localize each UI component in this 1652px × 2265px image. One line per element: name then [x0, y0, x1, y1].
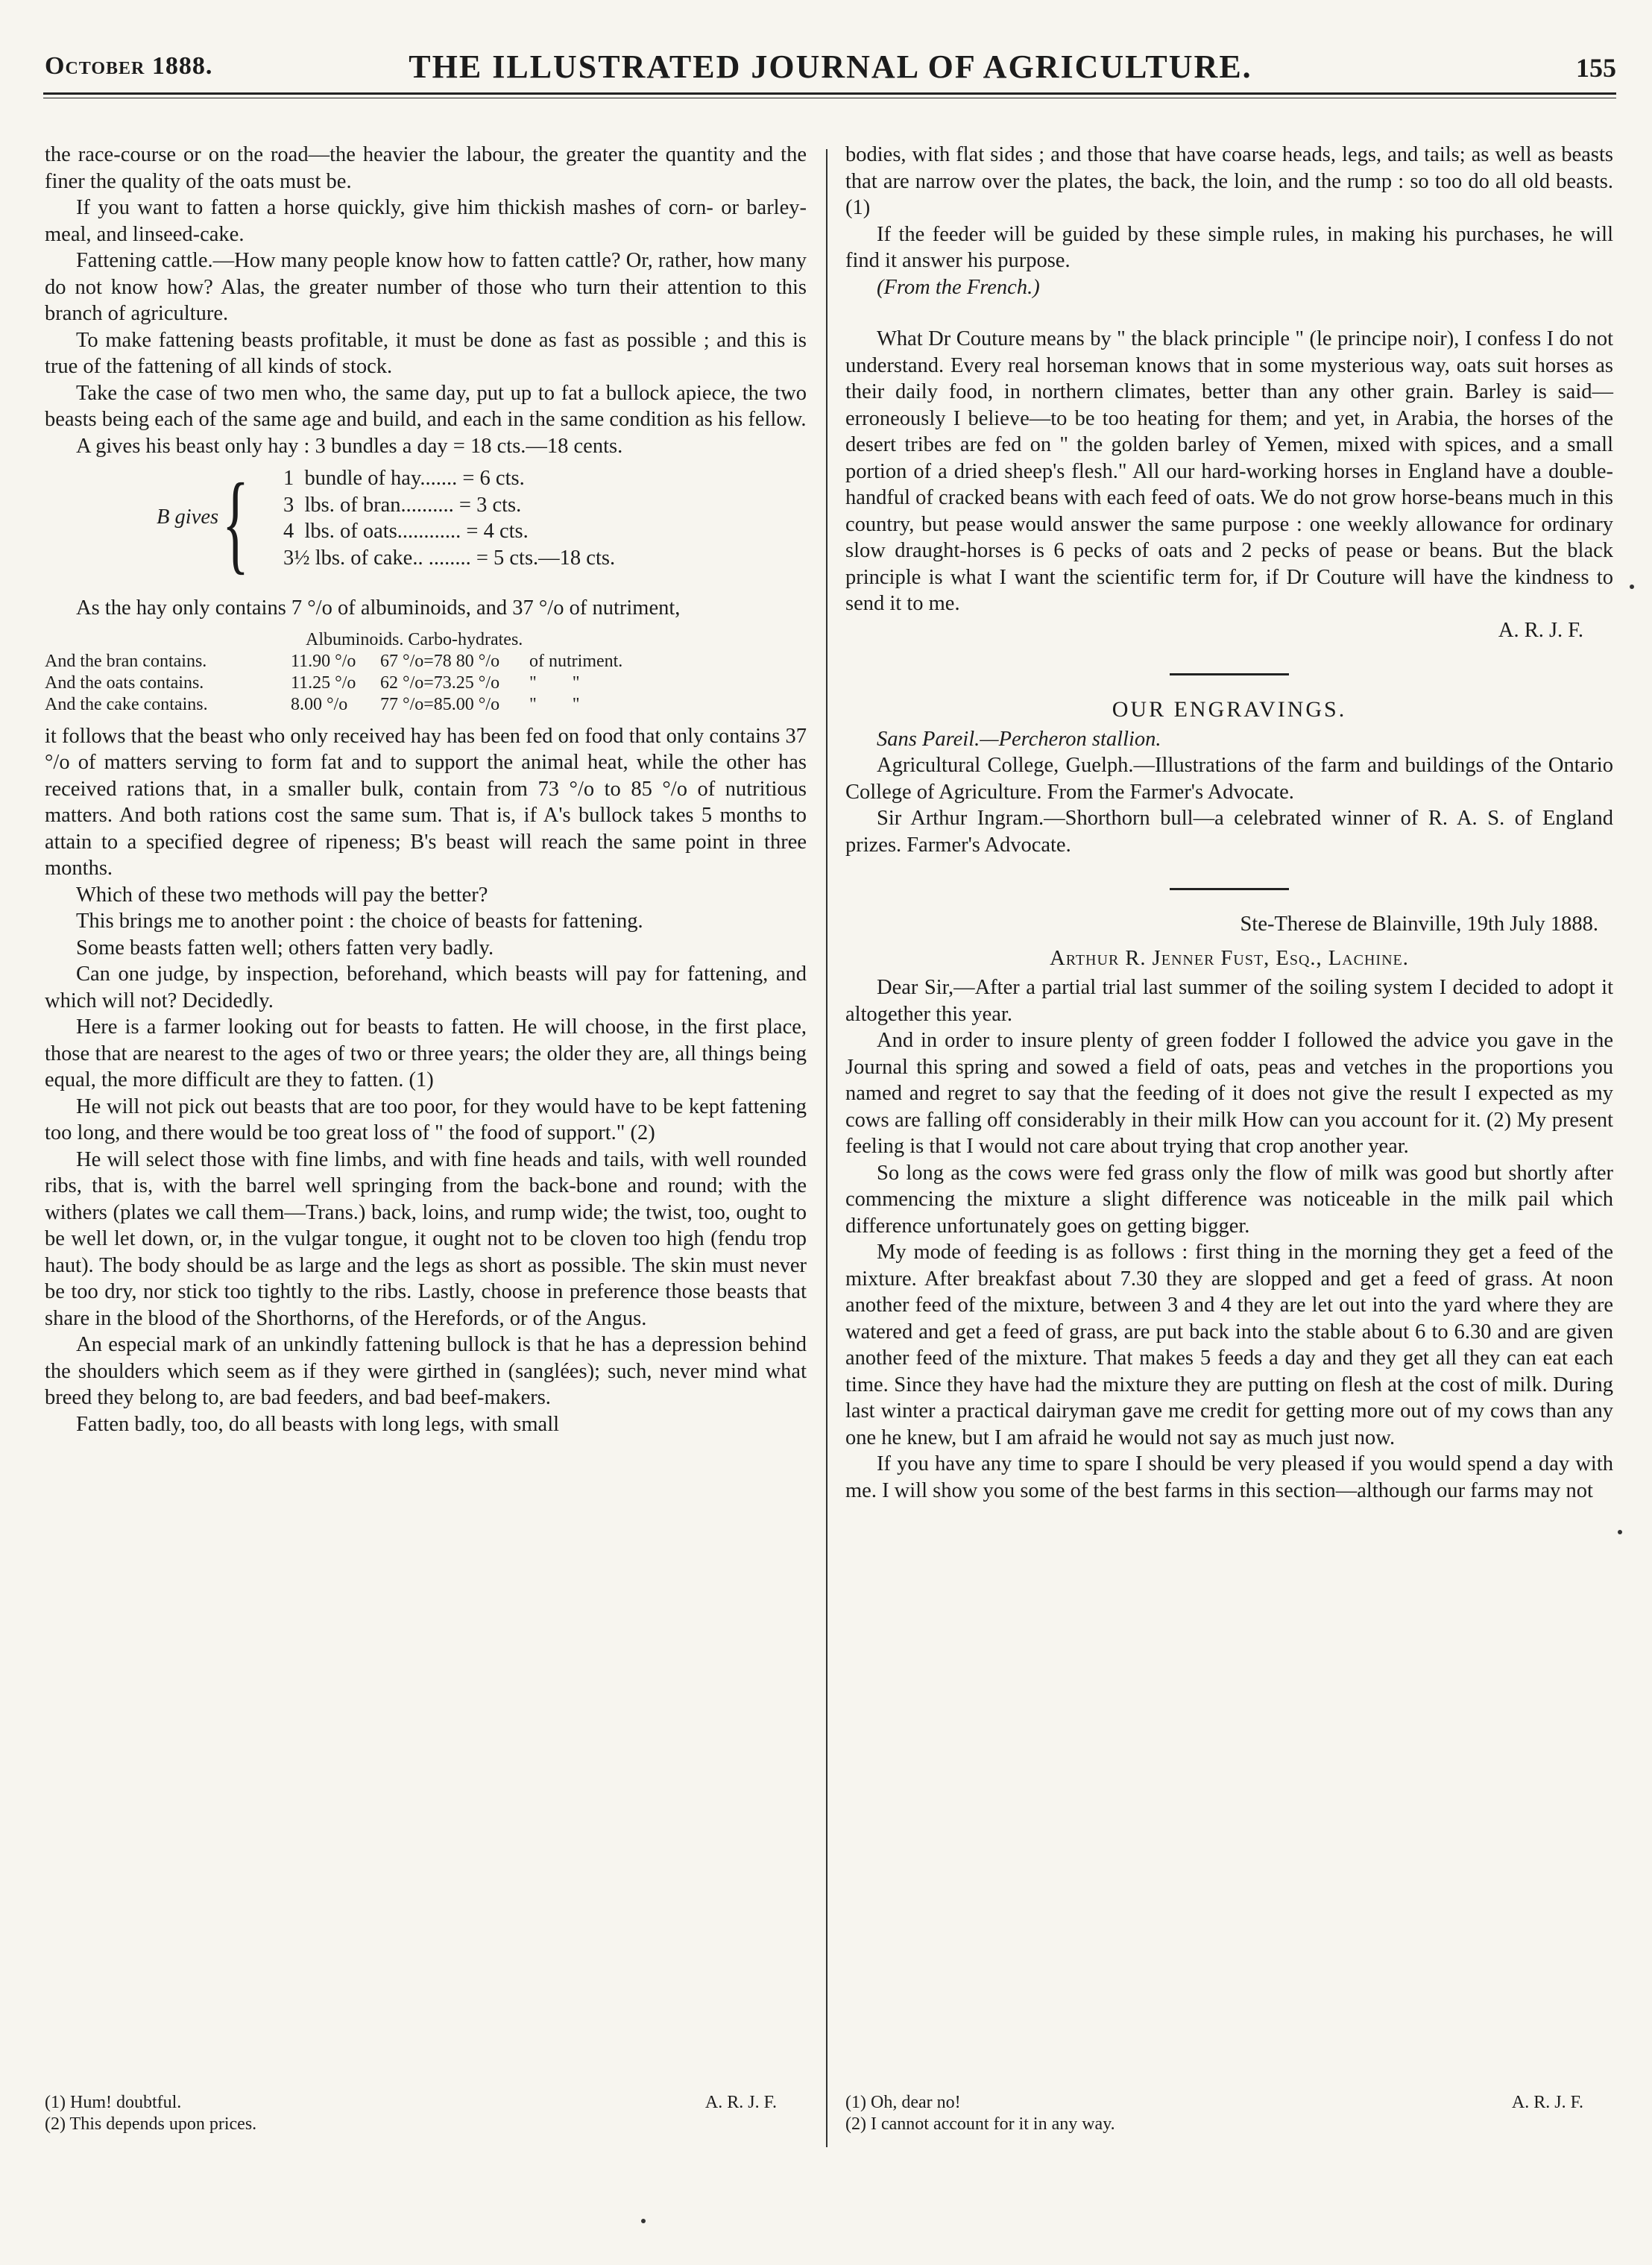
engraving-item: Agricultural College, Guelph.—Illustrations of the farm and buildings of the Ontario College of Agriculture. From the Farmer's Advocate.: [845, 754, 1613, 804]
footnote-text: (1) Hum! doubtful.: [45, 2093, 182, 2112]
print-speck: [1630, 585, 1634, 589]
engraving-item: Sir Arthur Ingram.—Shorthorn bull—a celebrated winner of R. A. S. of England prizes. Farmer's Advocate.: [845, 807, 1613, 857]
table-cell: And the cake contains.: [45, 694, 208, 714]
paragraph: bodies, with flat sides ; and those that have coarse heads, legs, and tails; as well as beasts that are narrow over the plates, the back, the loin, and the rump : so too do all old beasts. (1): [845, 143, 1613, 219]
header-title: THE ILLUSTRATED JOURNAL OF AGRICULTURE.: [409, 48, 1252, 85]
feed-line: 3 lbs. of bran.......... = 3 cts.: [283, 493, 522, 517]
signature-line: [845, 617, 1613, 644]
paragraph: An especial mark of an unkindly fattening bullock is that he has a depression behind the shoulders which seem as if they were girthed in (sanglées); such, never mind what breed they belong to, are bad feeders, and bad beef-makers.: [45, 1333, 807, 1409]
paragraph: If the feeder will be guided by these simple rules, in making his purchases, he will find it answer his purpose.: [845, 222, 1613, 272]
header-rule: [43, 92, 1616, 95]
paragraph: it follows that the beast who only received hay has been fed on food that only contains 37 °/o of matters serving to form fat and to support the animal heat, while the other has received rations that, in a smaller bulk, contain from 73 °/o to 85 °/o of nutritious matters. And both rations cost the same sum. That is, if A's bullock takes 5 months to attain to a specified degree of ripeness; B's beast will reach the same point in three months.: [45, 724, 807, 880]
header-date: October 1888.: [45, 52, 213, 80]
footnote: (2) I cannot account for it in any way.: [845, 2114, 1115, 2134]
feed-ration-list: [45, 462, 807, 589]
paragraph: To make fattening beasts profitable, it must be done as fast as possible ; and this is true of the fattening of all kinds of stock.: [45, 328, 807, 378]
right-column: [845, 142, 1613, 1504]
signature: A. R. J. F.: [1498, 618, 1583, 642]
spacer: [845, 300, 1613, 326]
brace-glyph: {: [222, 461, 249, 585]
table-cell: 11.25 °/o: [291, 672, 356, 693]
right-footnotes: [845, 2092, 1613, 2135]
table-header: Albuminoids. Carbo-hydrates.: [306, 629, 523, 649]
table-cell: And the oats contains.: [45, 672, 204, 693]
paragraph: This brings me to another point : the choice of beasts for fattening.: [76, 910, 643, 933]
paragraph: the race-course or on the road—the heavier the labour, the greater the quantity and the finer the quality of the oats must be.: [45, 143, 807, 193]
paragraph: He will not pick out beasts that are too poor, for they would have to be kept fattening too long, and there would be too great loss of " the food of support." (2): [45, 1094, 807, 1144]
table-cell: " ": [529, 672, 580, 693]
table-cell: of nutriment.: [529, 651, 623, 671]
paragraph: Here is a farmer looking out for beasts to fatten. He will choose, in the first place, those that are nearest to the ages of two or three years; the older they are, all things being equal, the more difficult are they to fatten. (1): [45, 1015, 807, 1091]
paragraph: If you want to fatten a horse quickly, give him thickish mashes of corn- or barley-meal, and linseed-cake.: [45, 196, 807, 246]
table-cell: 11.90 °/o: [291, 651, 356, 671]
table-cell: 67 °/o=78 80 °/o: [380, 651, 500, 671]
paragraph: What Dr Couture means by " the black principle " (le principe noir), I confess I do not understand. Every real horseman knows that in some mysterious way, oats suit horses as their daily food, in northern climates, better than any other grain. Barley is said—erroneously I believe—to be too heating for them; and yet, in Arabia, the horses of the desert tribes are fed on " the golden barley of Yemen, mixed with spices, and a small portion of a dried sheep's flesh." All our hard-working horses in England have a double-handful of cracked beans with each feed of oats. We do not grow horse-beans much in this country, but pease would answer the same purpose : one weekly allowance for ordinary slow draught-horses is 6 pecks of oats and 2 pecks of pease or beans. But the black principle is what I want the scientific term for, if Dr Couture will have the kindness to send it to me.: [845, 327, 1613, 615]
table-cell: 8.00 °/o: [291, 694, 348, 714]
page-header: [45, 48, 1616, 112]
footnote: [845, 2092, 1613, 2114]
feed-line: 1 bundle of hay....... = 6 cts.: [283, 467, 525, 490]
paragraph: My mode of feeding is as follows : first thing in the morning they get a feed of the mixture. After breakfast about 7.30 they are slopped and get a feed of grass. At noon another feed of the mixture, between 3 and 4 they are let out into the yard where they are watered and get a feed of grass, are put back into the stable about 6 to 6.30 and are given another feed of the mixture. That makes 5 feeds a day and they get all they can eat each time. Since they have had the mixture they are putting on flesh at the cost of milk. During last winter a practical dairyman gave me credit for getting more out of my cows than any one he knew, but I am afraid he would not say as much just now.: [845, 1241, 1613, 1449]
paragraph: Take the case of two men who, the same day, put up to fat a bullock apiece, the two beasts being each of the same age and build, and each in the same condition as his fellow.: [45, 381, 807, 431]
footnote: (2) This depends upon prices.: [45, 2114, 257, 2134]
table-cell: 77 °/o=85.00 °/o: [380, 694, 500, 714]
table-cell: " ": [529, 694, 580, 714]
feed-line: 3½ lbs. of cake.. ........ = 5 cts.—18 cts.: [283, 546, 616, 570]
paragraph: He will select those with fine limbs, and with fine heads and tails, with well rounded ribs, that is, with the barrel well springing from the back-bone and round; with the withers (plates we call them—Trans.) back, loins, and rump wide; the twist, too, ought to be well let down, or, in the vulgar tongue, it ought not to be cloven too high (fendu trop haut). The body should be as large and the legs as short as possible. The skin must never be too dry, nor stick too tightly to the ribs. Lastly, choose in preference those beasts that share in the blood of the Shorthorns, of the Herefords, or of the Angus.: [45, 1147, 807, 1330]
paragraph: And in order to insure plenty of green fodder I followed the advice you gave in the Journal this spring and sowed a field of oats, peas and vetches in the proportions you named and regret to say that the feeding of it does not give the result I expected as my cows are falling off considerably in their milk How can you account for it. (2) My present feeling is that I would not care about trying that crop another year.: [845, 1029, 1613, 1158]
letter-dateline: Ste-Therese de Blainville, 19th July 1888.: [1240, 913, 1598, 936]
feed-label: B gives: [157, 505, 219, 529]
paragraph: So long as the cows were fed grass only the flow of milk was good but shortly after commencing the mixture a slight difference was noticeable in the milk pail which difference unfortunately goes on getting bigger.: [845, 1161, 1613, 1238]
paragraph: Some beasts fatten well; others fatten very badly.: [76, 936, 494, 960]
engraving-item: Sans Pareil.—Percheron stallion.: [877, 727, 1161, 751]
table-cell: And the bran contains.: [45, 651, 207, 671]
table-cell: 62 °/o=73.25 °/o: [380, 672, 500, 693]
paragraph: Which of these two methods will pay the better?: [76, 883, 488, 907]
print-speck: [641, 2219, 646, 2223]
feed-lines: [283, 465, 615, 571]
left-footnotes: [45, 2092, 807, 2135]
paragraph: A gives his beast only hay : 3 bundles a day = 18 cts.—18 cents.: [76, 434, 623, 458]
paragraph: Fattening cattle.—How many people know how to fatten cattle? Or, rather, how many do not know how? Alas, the greater number of those who turn their attention to this branch of agriculture.: [45, 249, 807, 325]
column-divider: [826, 149, 827, 2147]
source-credit: (From the French.): [877, 275, 1040, 299]
table-row: [45, 651, 807, 672]
footnote-signature: A. R. J. F.: [704, 2093, 777, 2112]
paragraph: Fatten badly, too, do all beasts with long legs, with small: [76, 1412, 560, 1436]
paragraph: As the hay only contains 7 °/o of albuminoids, and 37 °/o of nutriment,: [76, 596, 681, 620]
section-title: OUR ENGRAVINGS.: [1112, 697, 1347, 722]
paragraph: Dear Sir,—After a partial trial last summer of the soiling system I decided to adopt it altogether this year.: [845, 976, 1613, 1026]
section-rule: [1170, 673, 1289, 675]
footnote-signature: A. R. J. F.: [1511, 2093, 1583, 2112]
print-speck: [1618, 1530, 1622, 1534]
section-rule: [1170, 888, 1289, 890]
page-number: 155: [1576, 53, 1616, 83]
feed-line: 4 lbs. of oats............ = 4 cts.: [283, 520, 529, 543]
table-row: [45, 694, 807, 716]
paragraph: Can one judge, by inspection, beforehand, which beasts will pay for fattening, and which will not? Decidedly.: [45, 963, 807, 1012]
paragraph: If you have any time to spare I should be very pleased if you would spend a day with me. I will show you some of the best farms in this section—although our farms may not: [845, 1452, 1613, 1502]
letter-addressee: Arthur R. Jenner Fust, Esq., Lachine.: [1050, 946, 1409, 970]
footnote-text: (1) Oh, dear no!: [845, 2093, 961, 2112]
nutrient-table: [45, 629, 807, 716]
left-column: [45, 142, 807, 1437]
table-row: [45, 672, 807, 694]
footnote: [45, 2092, 807, 2114]
